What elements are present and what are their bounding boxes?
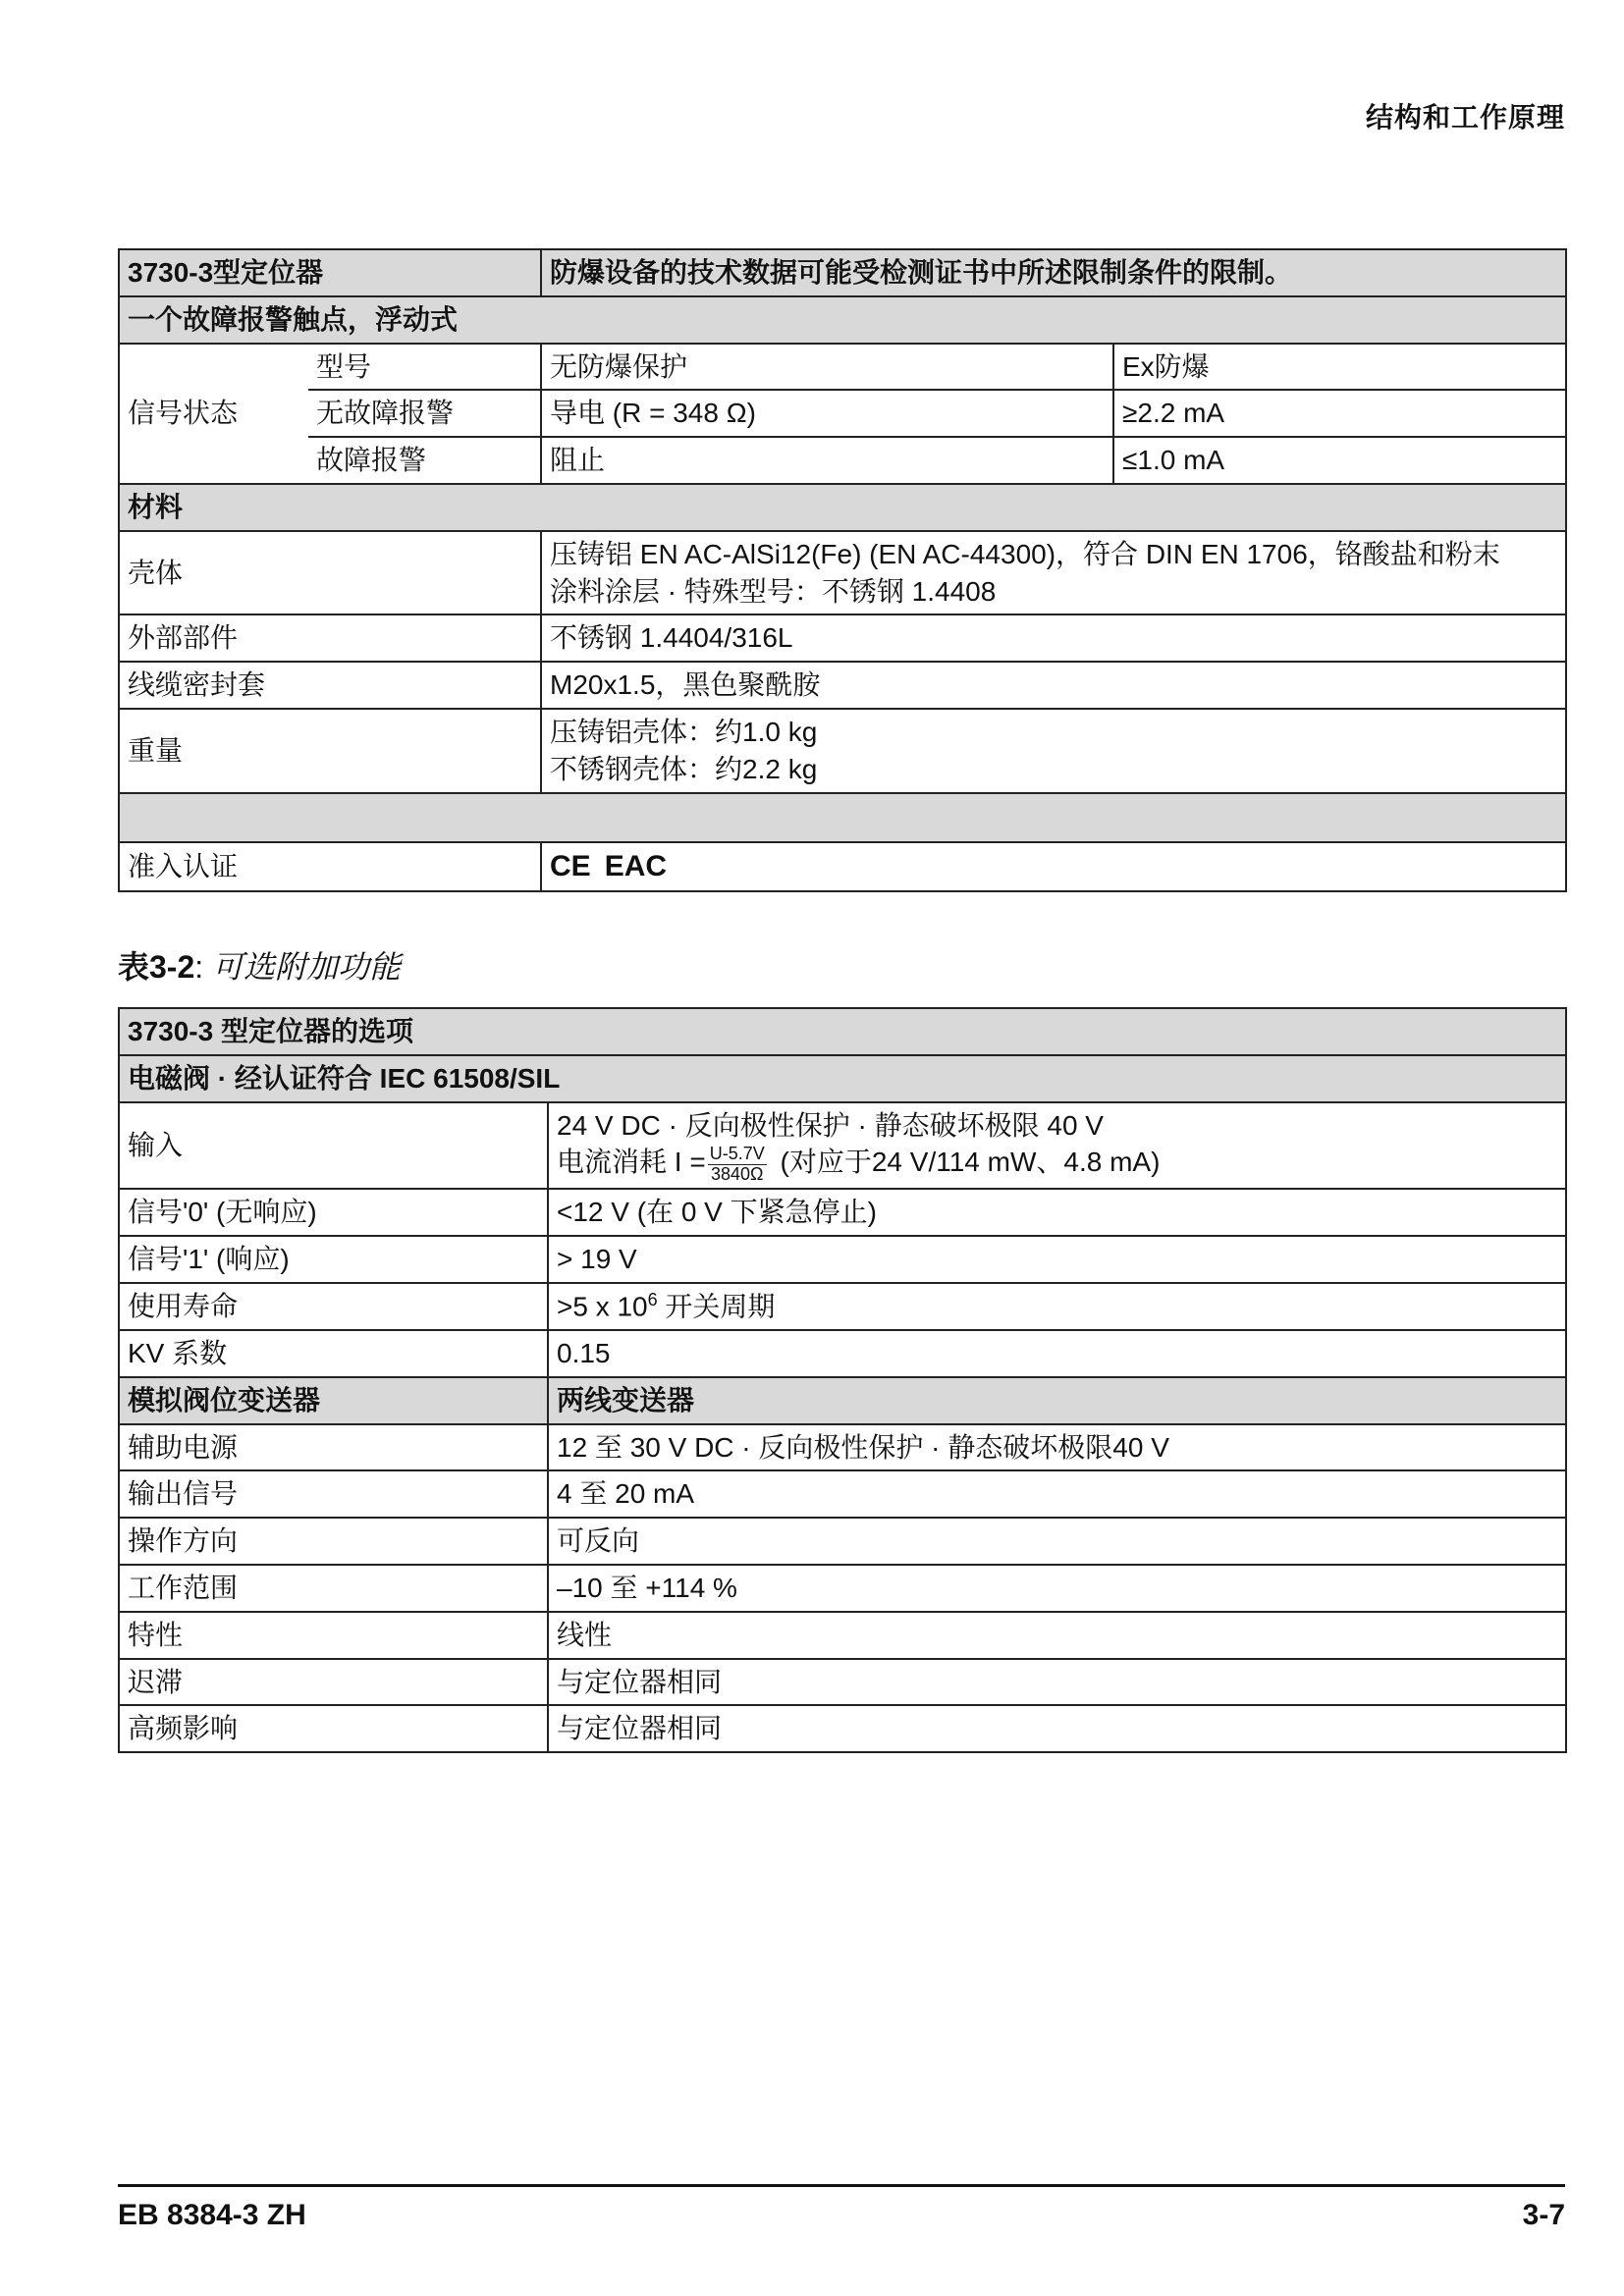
signal-row-label: 故障报警 [308,437,541,484]
row-value: –10 至 +114 % [548,1565,1566,1612]
footer-page-number: 3-7 [1522,2199,1565,2231]
input-value [548,1102,1566,1190]
life-value-exponent: 6 [647,1289,658,1309]
table-row [119,614,1566,662]
life-value-prefix: >5 x 10 [557,1291,648,1322]
input-label: 输入 [119,1102,548,1190]
row-label: 迟滞 [119,1659,548,1706]
table-row [119,1565,1566,1612]
current-formula-fraction [708,1145,767,1185]
table-row [119,1470,1566,1518]
signal-row-ex: ≤1.0 mA [1113,437,1566,484]
section-row-fault [119,296,1566,344]
housing-value [541,531,1566,615]
table-row [119,1612,1566,1659]
table-row [119,390,1566,437]
table-row [119,531,1566,615]
section-solenoid: 电磁阀 · 经认证符合 IEC 61508/SIL [119,1055,1566,1102]
approval-value [541,842,1566,892]
section-fault-contact: 一个故障报警触点，浮动式 [119,296,1566,344]
weight-label: 重量 [119,709,541,793]
housing-line-2: 涂料涂层 · 特殊型号：不锈钢 1.4408 [550,575,997,607]
table-row [119,437,1566,484]
kv-label: KV 系数 [119,1330,548,1377]
row-value: 4 至 20 mA [548,1470,1566,1518]
table-row [119,1236,1566,1283]
section-row-materials [119,484,1566,531]
signal0-label: 信号'0' (无响应) [119,1189,548,1236]
section-materials: 材料 [119,484,1566,531]
eac-mark-icon: EAC [604,849,668,882]
section-row-transmitter [119,1377,1566,1424]
signal-row-label: 无故障报警 [308,390,541,437]
section-row-solenoid [119,1055,1566,1102]
external-parts-label: 外部部件 [119,614,541,662]
housing-label: 壳体 [119,531,541,615]
options-head: 3730-3 型定位器的选项 [119,1008,1566,1055]
table-row [119,1189,1566,1236]
table-caption [118,942,401,988]
table-row [119,1518,1566,1565]
table-row [119,1330,1566,1377]
signal-row-non-ex: 阻止 [541,437,1113,484]
table-row [119,344,1566,391]
table-row [119,662,1566,709]
table-row [119,1705,1566,1752]
table-header-row [119,249,1566,296]
empty-shaded-cell [119,793,1566,842]
row-value: 与定位器相同 [548,1659,1566,1706]
signal1-value: > 19 V [548,1236,1566,1283]
table-head-model: 3730-3型定位器 [119,249,541,296]
table-row [119,1283,1566,1330]
signal1-label: 信号'1' (响应) [119,1236,548,1283]
section-transmitter-label: 模拟阀位变送器 [119,1377,548,1424]
row-label: 特性 [119,1612,548,1659]
input-line-1: 24 V DC · 反向极性保护 · 静态破坏极限 40 V [557,1109,1104,1141]
signal-state-label: 信号状态 [119,344,308,484]
footer-doc-id: EB 8384-3 ZH [118,2199,306,2231]
weight-line-2: 不锈钢壳体：约2.2 kg [550,753,818,784]
caption-text: 可选附加功能 [212,949,402,985]
footer-divider [118,2184,1565,2187]
table-head-note: 防爆设备的技术数据可能受检测证书中所述限制条件的限制。 [541,249,1566,296]
row-label: 输出信号 [119,1470,548,1518]
table-row [119,1659,1566,1706]
signal-row-ex: ≥2.2 mA [1113,390,1566,437]
input-line-2 [557,1144,1557,1184]
caption-sep: : [194,949,213,985]
row-value: 与定位器相同 [548,1705,1566,1752]
row-label: 辅助电源 [119,1424,548,1471]
external-parts-value: 不锈钢 1.4404/316L [541,614,1566,662]
row-label: 高频影响 [119,1705,548,1752]
fraction-denominator: 3840Ω [710,1163,764,1184]
fraction-numerator: U-5.7V [709,1143,765,1163]
cert-marks [550,847,667,887]
spec-table-1 [118,248,1567,892]
cable-gland-label: 线缆密封套 [119,662,541,709]
signal-row-non-ex: 导电 (R = 348 Ω) [541,390,1113,437]
kv-value: 0.15 [548,1330,1566,1377]
weight-value [541,709,1566,793]
section-transmitter-value: 两线变送器 [548,1377,1566,1424]
ce-mark-icon: CE [550,849,591,882]
signal-row-non-ex: 无防爆保护 [541,344,1113,391]
row-value: 12 至 30 V DC · 反向极性保护 · 静态破坏极限40 V [548,1424,1566,1471]
empty-shaded-row [119,793,1566,842]
row-value: 可反向 [548,1518,1566,1565]
life-label: 使用寿命 [119,1283,548,1330]
approval-label: 准入认证 [119,842,541,892]
spec-table-2 [118,1007,1567,1753]
cable-gland-value: M20x1.5，黑色聚酰胺 [541,662,1566,709]
section-title: 结构和工作原理 [1365,102,1565,133]
row-label: 工作范围 [119,1565,548,1612]
current-consumption-prefix: 电流消耗 I = [557,1147,706,1178]
life-value [548,1283,1566,1330]
table-row [119,1424,1566,1471]
signal-row-ex: Ex防爆 [1113,344,1566,391]
caption-label: 表3-2 [118,949,195,985]
table-header-row [119,1008,1566,1055]
table-row [119,1102,1566,1190]
table-row [119,709,1566,793]
housing-line-1: 压铸铝 EN AC-AlSi12(Fe) (EN AC-44300)，符合 DIN EN 1706，铬酸盐和粉末 [550,538,1500,569]
row-label: 操作方向 [119,1518,548,1565]
weight-line-1: 压铸铝壳体：约1.0 kg [550,716,818,747]
signal-row-label: 型号 [308,344,541,391]
current-consumption-suffix: (对应于24 V/114 mW、4.8 mA) [780,1147,1161,1178]
signal0-value: <12 V (在 0 V 下紧急停止) [548,1189,1566,1236]
table-row [119,842,1566,892]
row-value: 线性 [548,1612,1566,1659]
life-value-suffix: 开关周期 [657,1291,776,1322]
